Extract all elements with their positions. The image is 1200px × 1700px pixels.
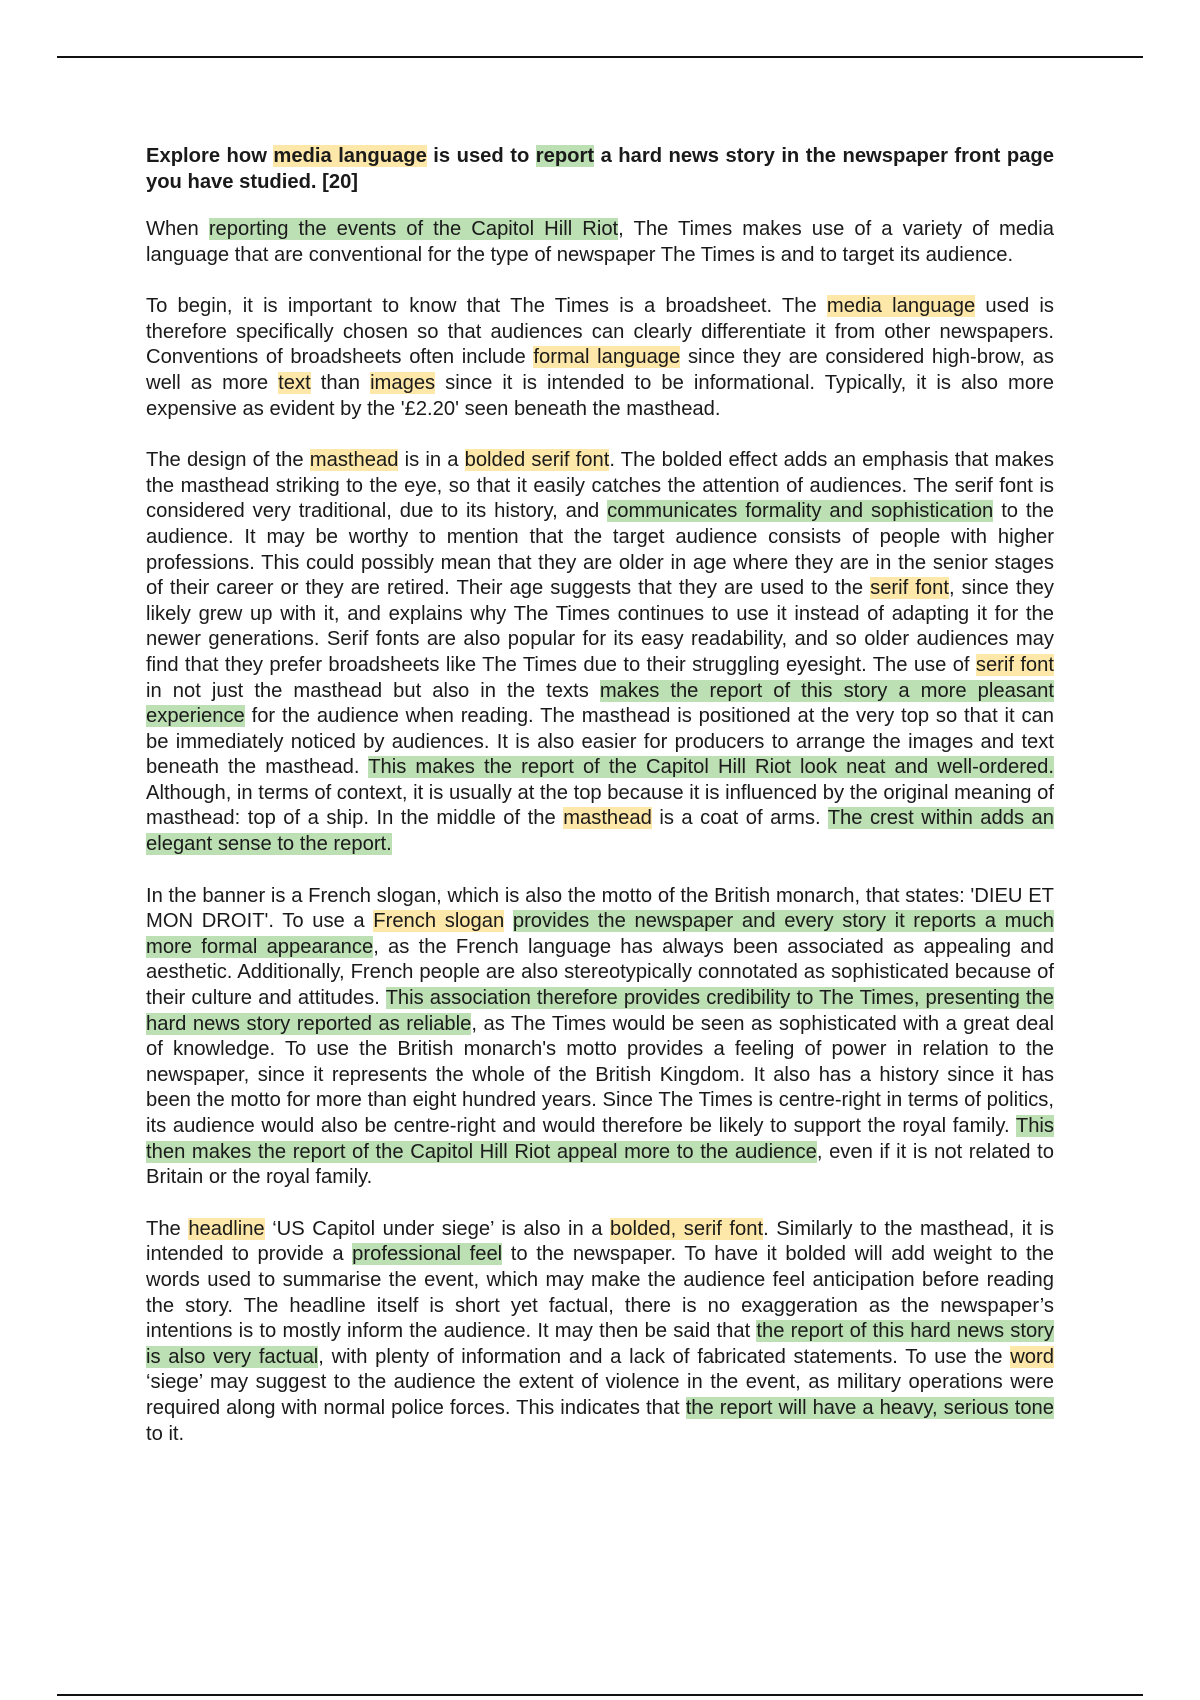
highlight-analysis: This makes the report of the Capitol Hill Riot look neat and well-ordered. [368, 756, 1054, 779]
highlight-term: bolded serif font [464, 449, 610, 472]
text-run: , with plenty of information and a lack of fabricated statements. To use the [318, 1345, 1011, 1368]
text-run: is used to [426, 145, 536, 167]
text-run: for the audience when reading. The masthead is positioned at the very top so that it can be immediately noticed by audiences. It is also easier for producers to arrange the images and text beneath the masthead. [146, 705, 1054, 779]
text-run: The design of the [146, 449, 310, 472]
text-run: When [146, 218, 209, 240]
text-run: since they are considered high-brow, as well as more [146, 346, 1054, 394]
text-run: , since they likely grew up with it, and explains why The Times continues to use it instead of adapting it for the newer generations. Serif fonts are also popular for its easy readability, and so older audiences may find that they prefer broadsheets like The Times due to their struggling eyesight. The use of [146, 577, 1054, 676]
highlight-analysis: makes the report of this story a more pleasant experience [146, 679, 1054, 728]
highlight-term: formal language [533, 346, 681, 369]
text-run: to the newspaper. To have it bolded will add weight to the words used to summarise the event, which may make the audience feel anticipation before reading the story. The headline itself is short yet factual, there is no exaggeration as the newspaper’s intentions is to mostly inform the audience. It may then be said that [146, 1243, 1055, 1343]
text-run: . Similarly to the masthead, it is intended to provide a [146, 1217, 1054, 1266]
highlight-analysis: This association therefore provides credibility to The Times, presenting the hard news story reported as reliable [146, 987, 1054, 1035]
top-rule [57, 56, 1143, 58]
text-run: ‘US Capitol under siege’ is also in a [264, 1217, 610, 1240]
text-run: In the banner is a French slogan, which is also the motto of the British monarch, that states: 'DIEU ET MON DROIT'. To use a [146, 884, 1054, 933]
highlight-analysis: professional feel [352, 1243, 503, 1266]
highlight-analysis: provides the newspaper and every story it reports a much more formal appearance [146, 910, 1054, 958]
text-run: , The Times makes use of a variety of media language that are conventional for the type of newspaper The Times is and to target its audience. [146, 218, 1054, 266]
highlight-term: media language [273, 145, 427, 167]
highlight-term: masthead [563, 807, 652, 830]
paragraph-broadsheet [146, 294, 1054, 422]
highlight-term: images [370, 371, 436, 394]
highlight-term: serif font [975, 653, 1054, 676]
highlight-analysis: the report of this hard news story is also very factual [146, 1320, 1054, 1368]
text-run: , as The Times would be seen as sophisticated with a great deal of knowledge. To use the British monarch's motto provides a feeling of power in relation to the newspaper, since it represents the whole of the British Kingdom. It also has a history since it has been the motto for more than eight hundred years. Since The Times is centre-right in terms of politics, its audience would also be centre-right and would therefore be likely to support the royal family. [146, 1012, 1054, 1137]
highlight-term: serif font [870, 577, 949, 600]
bottom-rule [57, 1694, 1143, 1696]
text-run: Explore how [146, 145, 274, 167]
highlight-term: word [1010, 1345, 1054, 1368]
paragraph-french-slogan [146, 884, 1054, 1191]
text-run: to it. [146, 1422, 185, 1445]
highlight-analysis: the report will have a heavy, serious tone [685, 1396, 1054, 1419]
text-run: The [146, 1217, 189, 1240]
highlight-term: bolded, serif font [610, 1217, 764, 1240]
essay-question [146, 143, 1054, 195]
text-run: Although, in terms of context, it is usually at the top because it is influenced by the original meaning of masthead: top of a ship. In the middle of the [146, 781, 1054, 830]
highlight-analysis: report [535, 145, 595, 167]
highlight-analysis: communicates formality and sophistication [607, 500, 994, 523]
highlight-term: masthead [309, 449, 399, 472]
highlight-analysis: The crest within adds an elegant sense to the report. [146, 807, 1055, 856]
text-run: used is therefore specifically chosen so that audiences can clearly differentiate it from other newspapers. Conventions of broadsheets often include [146, 295, 1054, 369]
document-body [146, 143, 1054, 1473]
text-run: is a coat of arms. [651, 807, 828, 830]
highlight-term: media language [826, 295, 976, 318]
text-run: , even if it is not related to Britain or the royal family. [146, 1140, 1054, 1189]
highlight-term: headline [188, 1217, 265, 1240]
highlight-term: text [278, 371, 311, 394]
paragraph-headline [146, 1217, 1054, 1447]
paragraph-intro [146, 217, 1054, 268]
highlight-analysis: reporting the events of the Capitol Hill Riot [208, 218, 619, 240]
text-run: To begin, it is important to know that The Times is a broadsheet. The [146, 295, 827, 318]
text-run: than [310, 371, 371, 394]
text-run [504, 910, 513, 932]
paragraph-masthead [146, 448, 1054, 858]
text-run: , as the French language has always been associated as appealing and aesthetic. Additionally, French people are also stereotypically connotated as sophisticated because of their culture and attitudes. [146, 935, 1054, 1010]
text-run: since it is intended to be informational. Typically, it is also more expensive as evident by the '£2.20' seen beneath the masthead. [146, 371, 1055, 420]
text-run: ‘siege’ may suggest to the audience the extent of violence in the event, as military operations were required along with normal police forces. This indicates that [146, 1371, 1054, 1419]
text-run: in not just the masthead but also in the texts [146, 679, 600, 702]
text-run: . The bolded effect adds an emphasis that makes the masthead striking to the eye, so that it easily catches the attention of audiences. The serif font is considered very traditional, due to its history, and [146, 449, 1054, 523]
text-run: is in a [398, 449, 465, 472]
highlight-term: French slogan [373, 910, 505, 933]
highlight-analysis: This then makes the report of the Capitol Hill Riot appeal more to the audience [146, 1115, 1054, 1163]
text-run: a hard news story in the newspaper front page you have studied. [20] [146, 145, 1054, 193]
text-run: to the audience. It may be worthy to mention that the target audience consists of people with higher professions. This could possibly mean that they are older in age where they are in the senior stages of their career or they are retired. Their age suggests that they are used to the [146, 500, 1054, 600]
